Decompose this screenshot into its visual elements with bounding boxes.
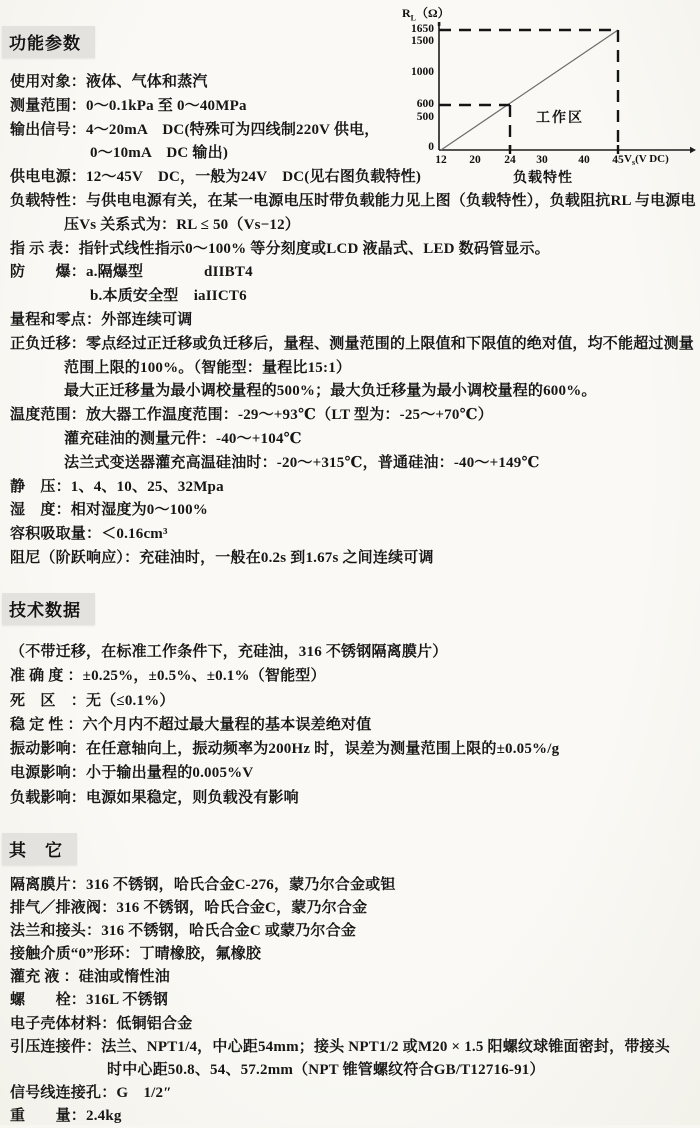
spec-line: 负载特性：与供电电源有关，在某一电源电压时带负载能力见上图（负载特性），负载阻抗RL 与电源电 [10,192,696,209]
spec-line: 灌充 液 ：硅油或惰性油 [10,969,170,986]
spec-line: 指 示 表：指针式线性指示0～100% 等分刻度或LCD 液晶式、LED 数码管显示。 [10,240,550,257]
spec-line: 防 爆：a.隔爆型 dIIBT4 [10,264,253,281]
spec-line: 输出信号：4～20mA DC(特殊可为四线制220V 供电， [10,121,380,138]
section-body [2,71,698,571]
spec-line: 死 区 ：无（≤0.1%） [10,692,175,709]
spec-line: 供电电源：12～45V DC，一般为24V DC(见右图负载特性) [10,169,422,186]
spec-line: 法兰式变送器灌充高温硅油时：-20～+315℃，普通硅油：-40～+149℃ [64,454,540,471]
y-tick: 1500 [411,35,434,47]
section-body [2,874,698,1128]
x-tick: 40 [578,154,590,166]
y-tick: 0 [428,141,434,153]
spec-line: 稳 定 性 ：六个月内不超过最大量程的基本误差绝对值 [10,716,372,733]
y-tick: 600 [416,98,434,110]
section-others [2,833,698,1128]
spec-line: 容积吸取量：＜0.16cm³ [10,526,168,543]
section-body [2,640,698,810]
section-title-others: 其 它 [2,833,77,865]
spec-line: 负载影响：电源如果稳定，则负载没有影响 [10,789,299,806]
section-functional-parameters [2,26,698,571]
spec-line: 电源影响：小于输出量程的0.005%V [10,765,254,782]
x-tick: 45 [612,154,624,166]
y-tick: 1000 [411,66,434,78]
x-tick: 24 [504,154,516,166]
spec-line: 灌充硅油的测量元件：-40～+104℃ [64,430,302,447]
x-axis-label: $V_s(V$ DC) [624,153,669,168]
y-tick: 500 [416,111,434,123]
spec-line: 法兰和接头：316 不锈钢，哈氏合金C 或蒙乃尔合金 [10,923,357,940]
y-axis-label: $R_L(\Omega)$ [402,6,450,23]
section-title-technical-data: 技术数据 [2,593,95,625]
section-title-functional-parameters: 功能参数 [2,26,95,58]
spec-line: 使用对象：液体、气体和蒸汽 [10,74,208,90]
spec-line: 范围上限的100%。（智能型：量程比15:1） [64,359,352,376]
spec-line: 隔离膜片：316 不锈钢，哈氏合金C-276，蒙乃尔合金或钽 [10,877,396,893]
section-technical-data [2,593,698,810]
spec-line: 振动影响：在任意轴向上，振动频率为200Hz 时，误差为测量范围上限的±0.05%/g [10,741,560,758]
spec-line: 压Vs 关系式为：RL ≤ 50（Vs−12） [64,216,300,233]
spec-line: 量程和零点：外部连续可调 [10,311,193,328]
spec-line: 准 确 度 ：±0.25%，±0.5%、±0.1%（智能型） [10,668,326,685]
spec-line: 测量范围：0～0.1kPa 至 0～40MPa [10,97,247,114]
x-tick: 12 [435,154,447,166]
spec-line: 湿 度：相对湿度为0～100% [10,502,209,519]
spec-line: b.本质安全型 iaIICT6 [90,288,247,305]
spec-line: 最大正迁移量为最小调校量程的500%；最大负迁移量为最小调校量程的600%。 [64,383,597,400]
spec-line: 接触介质“0”形环：丁晴橡胶，氟橡胶 [10,946,262,963]
spec-line: 阻尼（阶跃响应）：充硅油时，一般在0.2s 到1.67s 之间连续可调 [10,549,434,566]
spec-line: 时中心距50.8、54、57.2mm（NPT 锥管螺纹符合GB/T12716-91） [107,1061,545,1078]
x-tick: 30 [536,154,548,166]
spec-line: 引压连接件：法兰、NPT1/4，中心距54mm；接头 NPT1/2 或M20 × 1.5 阳螺纹球锥面密封，带接头 [10,1038,670,1055]
x-tick: 20 [469,154,481,166]
y-tick: 1650 [411,23,434,35]
spec-line: （不带迁移，在标准工作条件下，充硅油，316 不锈钢隔离膜片） [10,644,448,660]
spec-line: 电子壳体材料：低铜铝合金 [10,1015,193,1032]
chart-caption: 负载特性 [513,171,573,186]
spec-line: 温度范围：放大器工作温度范围：-29～+93℃（LT 型为：-25～+70℃） [10,407,493,424]
spec-line: 排气／排液阀：316 不锈钢，哈氏合金C，蒙乃尔合金 [10,900,368,917]
spec-line: 信号线连接孔：G 1/2″ [10,1084,172,1101]
working-region-label: 工作区 [536,111,584,126]
spec-line: 重 量：2.4kg [10,1107,122,1124]
spec-line: 0～10mA DC 输出) [90,145,229,162]
spec-line: 螺 栓：316L 不锈钢 [10,992,169,1009]
spec-line: 静 压：1、4、10、25、32Mpa [10,478,224,495]
spec-line: 正负迁移：零点经过正迁移或负迁移后，量程、测量范围的上限值和下限值的绝对值，均不能超过测量 [10,335,695,352]
